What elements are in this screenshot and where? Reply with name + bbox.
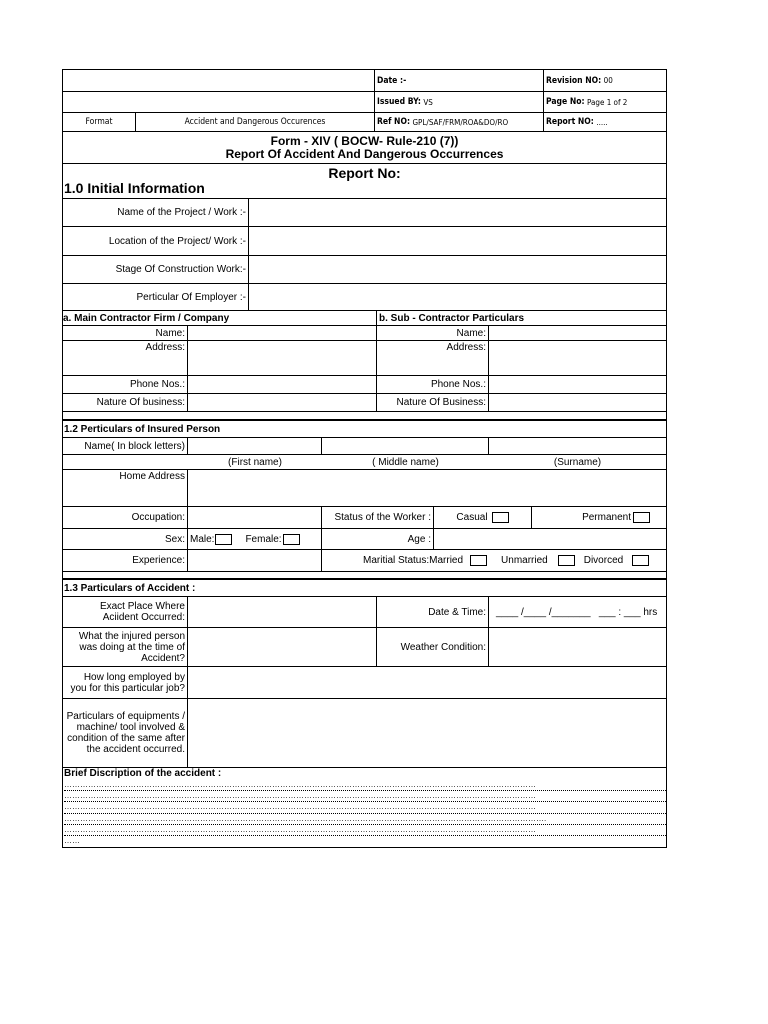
employment-duration-row — [62, 667, 667, 699]
sub-business-label: Nature Of Business: — [377, 394, 489, 411]
format-label: Format — [63, 113, 136, 131]
report-no-value: ..... — [596, 117, 608, 127]
worker-status-label: Status of the Worker : — [322, 507, 434, 528]
sub-business-field[interactable] — [489, 394, 666, 411]
main-address-label: Address: — [63, 341, 188, 375]
main-phone-label: Phone Nos.: — [63, 376, 188, 393]
sex-age-row — [62, 529, 667, 550]
sub-phone-field[interactable] — [489, 376, 666, 393]
unmarried-label: Unmarried — [501, 555, 548, 566]
datetime-field[interactable]: ____ /____ /_______ ___ : ___ hrs — [496, 606, 658, 618]
accident-place-field[interactable] — [188, 597, 377, 627]
female-checkbox[interactable] — [283, 534, 300, 545]
contractor-heading-row — [62, 311, 667, 326]
form-title — [62, 132, 667, 164]
initial-info-heading: 1.0 Initial Information — [64, 180, 205, 196]
experience-field[interactable] — [188, 550, 322, 571]
ref-no-label: Ref NO: — [377, 117, 411, 127]
contractor-business-row — [62, 394, 667, 412]
surname-caption: (Surname) — [553, 456, 602, 468]
insured-name-label: Name( In block letters) — [63, 438, 188, 454]
project-name-label: Name of the Project / Work :- — [63, 199, 249, 226]
report-no-label: Report NO: — [546, 117, 594, 127]
sub-contractor-heading: b. Sub - Contractor Particulars — [379, 312, 525, 324]
header-row-1 — [62, 69, 667, 92]
page-no-label: Page No: — [546, 97, 585, 107]
equipment-field[interactable] — [188, 699, 666, 767]
revision-value: 00 — [603, 76, 613, 85]
caption-spacer — [63, 455, 188, 469]
issued-by-label: Issued BY: — [377, 97, 421, 107]
project-location-row — [62, 227, 667, 256]
equipment-label: Particulars of equipments / machine/ tool involved & condition of the same after the accident occurred. — [63, 699, 188, 767]
report-no-title: Report No: — [328, 165, 401, 181]
married-label: Married — [429, 555, 464, 566]
main-phone-field[interactable] — [188, 376, 377, 393]
employer-field[interactable] — [249, 284, 666, 310]
occupation-label: Occupation: — [63, 507, 188, 528]
weather-field[interactable] — [489, 628, 666, 666]
page-no-cell — [544, 92, 666, 112]
contractor-name-row — [62, 326, 667, 341]
revision-label: Revision NO: — [546, 75, 602, 86]
brief-description-block — [62, 768, 667, 848]
accident-place-row — [62, 597, 667, 628]
ref-no-value: GPL/SAF/FRM/ROA&DO/RO — [412, 117, 509, 127]
permanent-checkbox[interactable] — [633, 512, 650, 523]
experience-label: Experience: — [63, 550, 188, 571]
header-blank-cell — [63, 70, 375, 91]
issued-by-cell — [375, 92, 544, 112]
main-business-label: Nature Of business: — [63, 394, 188, 411]
project-name-field[interactable] — [249, 199, 666, 226]
header-blank-cell-2 — [63, 92, 375, 112]
contractor-address-row — [62, 341, 667, 376]
project-location-label: Location of the Project/ Work :- — [63, 227, 249, 255]
accident-heading: 1.3 Particulars of Accident : — [64, 582, 196, 594]
construction-stage-row — [62, 256, 667, 284]
insured-heading-row — [62, 421, 667, 438]
description-line-5[interactable]: …………………………………………………………………………………………………………………………………………………………… — [64, 825, 666, 836]
marital-status — [322, 550, 666, 571]
description-line-4[interactable]: ………………………………………………………………………………………………………………………………………………………………. — [64, 814, 666, 825]
main-contractor-heading: a. Main Contractor Firm / Company — [63, 311, 377, 325]
contractor-phone-row — [62, 376, 667, 394]
casual-option[interactable] — [434, 507, 532, 528]
header-row-3 — [62, 113, 667, 132]
report-no-row — [62, 164, 667, 199]
description-line-6[interactable]: …… — [64, 835, 80, 845]
sub-address-field[interactable] — [489, 341, 666, 375]
female-label: Female: — [245, 533, 282, 545]
permanent-option[interactable] — [532, 507, 666, 528]
spacer-row-1 — [62, 412, 667, 421]
main-business-field[interactable] — [188, 394, 377, 411]
marital-label: Maritial Status: — [363, 555, 430, 566]
ref-no-cell — [375, 113, 544, 131]
name-captions-row — [62, 455, 667, 470]
sub-phone-label: Phone Nos.: — [377, 376, 489, 393]
accident-report-form — [62, 69, 667, 848]
header-row-2 — [62, 92, 667, 113]
form-title-line2: Report Of Accident And Dangerous Occurrences — [225, 146, 504, 161]
insured-name-row — [62, 438, 667, 455]
accident-doing-row — [62, 628, 667, 667]
description-line-2[interactable]: …………………………………………………………………………………………………………………………………………………………… — [64, 791, 666, 802]
employment-duration-label: How long employed by you for this particular job? — [63, 667, 188, 698]
home-address-label: Home Address — [63, 470, 188, 506]
equipment-row — [62, 699, 667, 768]
main-name-label: Name: — [63, 326, 188, 340]
surname-field[interactable] — [489, 438, 666, 454]
accident-place-label: Exact Place Where Aciident Occurred: — [63, 597, 188, 627]
permanent-label: Permanent — [582, 512, 631, 523]
accident-doing-field[interactable] — [188, 628, 377, 666]
brief-description-heading: Brief Discription of the accident : — [64, 768, 222, 779]
weather-label: Weather Condition: — [377, 628, 489, 666]
construction-stage-field[interactable] — [249, 256, 666, 283]
first-name-caption: (First name) — [228, 456, 282, 468]
middle-name-caption: ( Middle name) — [372, 456, 439, 468]
main-address-field[interactable] — [188, 341, 377, 375]
main-name-field[interactable] — [188, 326, 377, 340]
construction-stage-label: Stage Of Construction Work:- — [63, 256, 249, 283]
male-checkbox[interactable] — [215, 534, 232, 545]
description-line-1[interactable]: …………………………………………………………………………………………………………………………………………………………… — [64, 780, 666, 791]
accident-doing-label: What the injured person was doing at the time of Accident? — [63, 628, 188, 666]
insured-heading: 1.2 Perticulars of Insured Person — [64, 423, 221, 435]
page-no-value: Page 1 of 2 — [587, 97, 628, 107]
accident-heading-row — [62, 580, 667, 597]
spacer-row-2 — [62, 572, 667, 580]
age-label: Age : — [322, 529, 434, 549]
form-title-line1: Form - XIV ( BOCW- Rule-210 (7)) — [270, 133, 459, 148]
home-address-row — [62, 470, 667, 507]
sex-options — [188, 529, 322, 549]
divorced-label: Divorced — [583, 555, 624, 566]
home-address-field[interactable] — [188, 470, 666, 506]
sub-address-label: Address: — [377, 341, 489, 375]
experience-row — [62, 550, 667, 572]
divorced-checkbox[interactable] — [632, 555, 649, 566]
casual-label: Casual — [456, 512, 488, 523]
married-checkbox[interactable] — [470, 555, 487, 566]
sub-name-label: Name: — [377, 326, 489, 340]
format-value: Accident and Dangerous Occurences — [136, 113, 375, 131]
project-location-field[interactable] — [249, 227, 666, 255]
employer-label: Perticular Of Employer :- — [63, 284, 249, 310]
revision-cell — [544, 70, 666, 91]
middle-name-field[interactable] — [322, 438, 489, 454]
casual-checkbox[interactable] — [492, 512, 509, 523]
date-cell — [375, 70, 544, 91]
datetime-label: Date & Time: — [377, 597, 489, 627]
unmarried-checkbox[interactable] — [558, 555, 575, 566]
employment-duration-field[interactable] — [188, 667, 666, 698]
description-line-3[interactable]: …………………………………………………………………………………………………………………………………………………………… — [64, 802, 666, 813]
issued-by-value: VS — [423, 97, 433, 107]
sex-label: Sex: — [63, 529, 188, 549]
age-field[interactable] — [434, 529, 666, 549]
occupation-row — [62, 507, 667, 529]
project-name-row — [62, 199, 667, 227]
first-name-field[interactable] — [188, 438, 322, 454]
report-no-cell — [544, 113, 666, 131]
sub-name-field[interactable] — [489, 326, 666, 340]
employer-row — [62, 284, 667, 311]
male-label: Male: — [190, 533, 215, 545]
occupation-field[interactable] — [188, 507, 322, 528]
date-label: Date :- — [377, 75, 407, 86]
